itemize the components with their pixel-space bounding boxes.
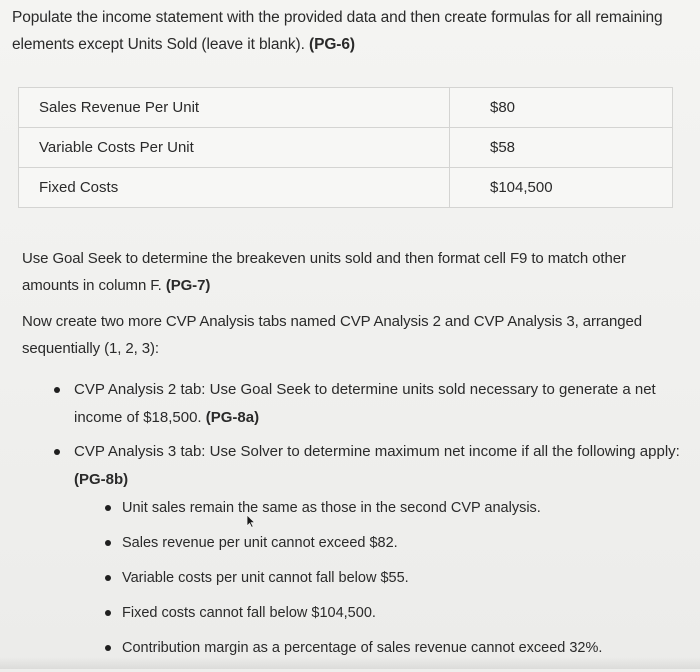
bullet-dot-icon	[105, 575, 111, 581]
bullet-dot-icon	[54, 387, 60, 393]
intro-instruction	[12, 4, 692, 58]
row-label: Fixed Costs	[19, 168, 450, 208]
list-item	[122, 497, 682, 532]
bullet-dot-icon	[105, 645, 111, 651]
row-label: Sales Revenue Per Unit	[19, 88, 450, 128]
bullet-dot-icon	[54, 449, 60, 455]
table-row	[19, 88, 673, 128]
constraint-bullet-list	[122, 497, 682, 672]
constraint-text-start: Unit sales remain the	[122, 500, 259, 516]
bullet-text: CVP Analysis 3 tab: Use Solver to determine maximum net income if all the following apply:	[74, 443, 680, 460]
goal-seek-paragraph	[22, 245, 682, 299]
table-row	[19, 168, 673, 208]
bullet-code: (PG-8b)	[74, 471, 129, 488]
bullet-dot-icon	[105, 610, 111, 616]
paragraph1-text: Use Goal Seek to determine the breakeven units sold and then format cell F9 to match other amounts in column F.	[22, 250, 626, 294]
row-value: $80	[450, 88, 673, 128]
constraint-text: Variable costs per unit cannot fall below $55.	[122, 570, 409, 586]
row-label: Variable Costs Per Unit	[19, 128, 450, 168]
cvp-tabs-paragraph: Now create two more CVP Analysis tabs named CVP Analysis 2 and CVP Analysis 3, arranged sequentially (1, 2, 3):	[22, 313, 642, 357]
bullet-dot-icon	[105, 540, 111, 546]
list-item	[122, 602, 682, 637]
row-value: $58	[450, 128, 673, 168]
list-item	[122, 567, 682, 602]
bullet-text: CVP Analysis 2 tab: Use Goal Seek to determine units sold necessary to generate a net income of $18,500.	[74, 381, 656, 426]
row-value: $104,500	[450, 168, 673, 208]
constraint-text: Fixed costs cannot fall below $104,500.	[122, 605, 376, 621]
page-bottom-edge	[0, 657, 700, 669]
main-bullet-list	[74, 376, 684, 492]
intro-code: (PG-6)	[309, 36, 355, 53]
intro-text: Populate the income statement with the provided data and then create formulas for all remaining elements except Units Sold (leave it blank).	[12, 9, 663, 53]
paragraph1-code: (PG-7)	[165, 277, 211, 294]
list-item	[122, 532, 682, 567]
table-row	[19, 128, 673, 168]
constraint-text-end: same as those in the second CVP analysis.	[258, 500, 541, 516]
bullet-code: (PG-8a)	[205, 409, 260, 426]
bullet-dot-icon	[105, 505, 111, 511]
list-item	[74, 376, 684, 438]
constraint-text: Sales revenue per unit cannot exceed $82.	[122, 535, 398, 551]
list-item	[74, 438, 684, 492]
data-table	[18, 87, 673, 208]
constraint-text: Contribution margin as a percentage of sales revenue cannot exceed 32%.	[122, 640, 603, 656]
